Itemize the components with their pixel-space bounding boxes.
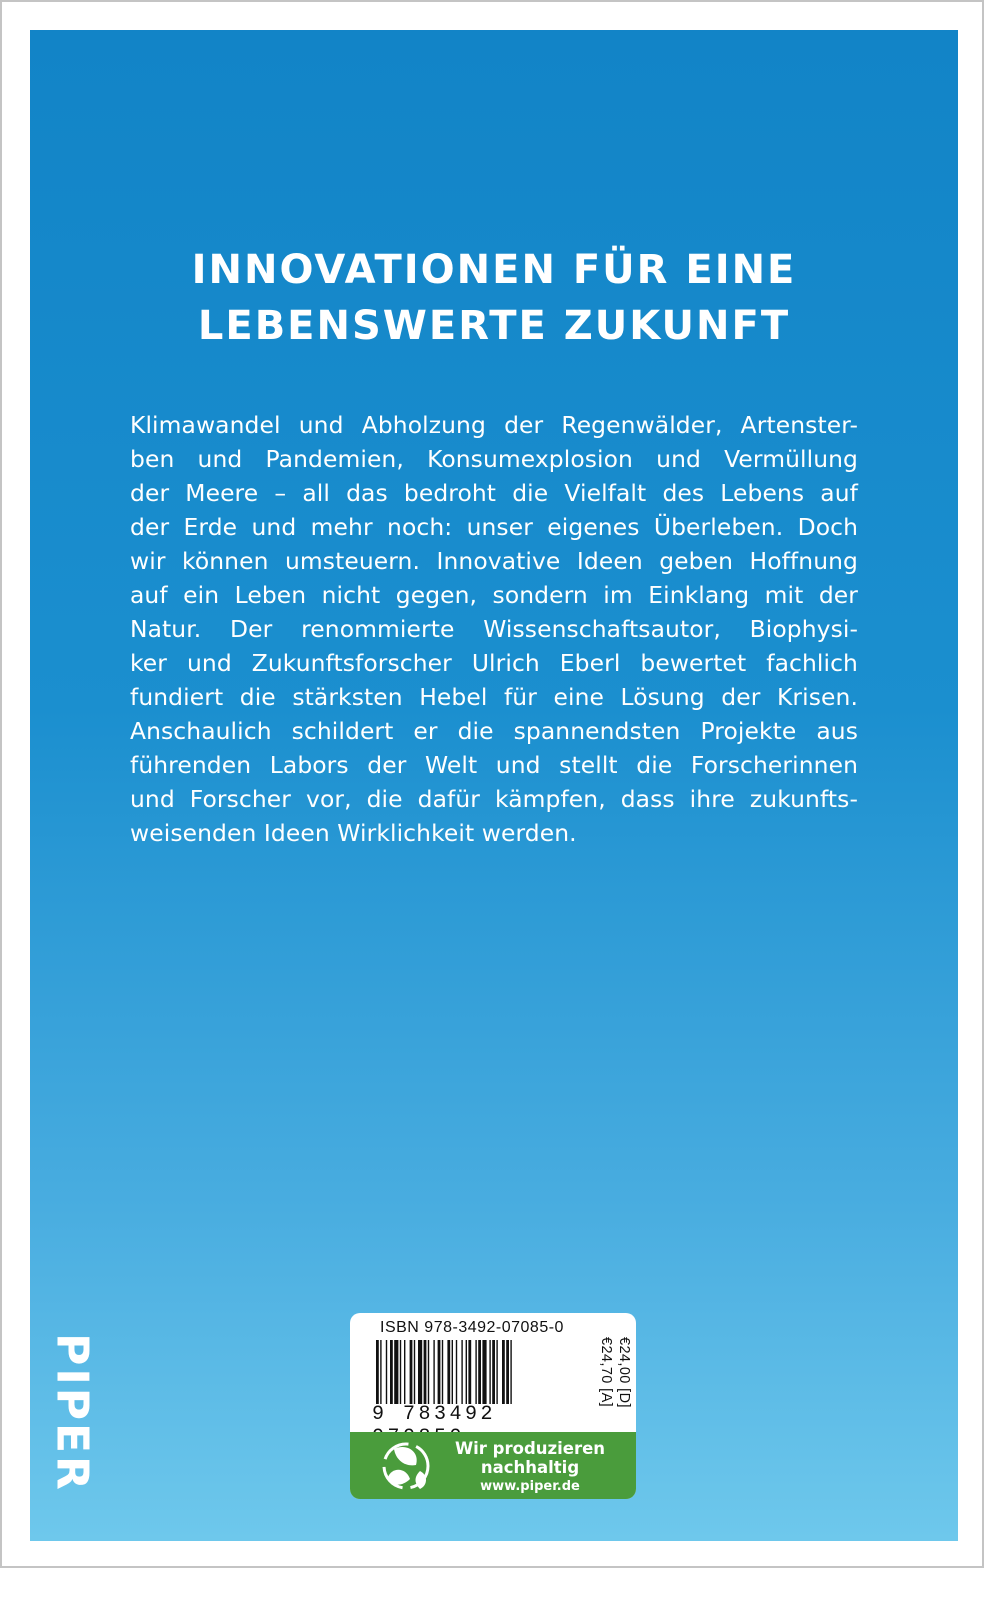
- blurb-line: und Forscher vor, die dafür kämpfen, dass ihre zukunfts-: [130, 785, 858, 813]
- blurb-line: Natur. Der renommierte Wissenschaftsautor, Biophysi-: [130, 615, 858, 643]
- cover-panel: [30, 30, 958, 1541]
- badge-line-2: nachhaltig: [480, 1458, 580, 1477]
- barcode-bar: [452, 1340, 453, 1404]
- badge-title: [446, 1439, 614, 1477]
- blurb-line: der Meere – all das bedroht die Vielfalt des Lebens auf: [130, 479, 858, 507]
- headline-line-2: LEBENSWERTE ZUKUNFT: [197, 303, 791, 349]
- barcode-bar: [394, 1340, 398, 1404]
- badge-line-1: Wir produzieren: [454, 1439, 606, 1458]
- publisher-logo: [46, 1327, 98, 1499]
- barcode-bar: [390, 1340, 393, 1404]
- barcode-bar: [376, 1340, 379, 1404]
- headline-line-1: INNOVATIONEN FÜR EINE: [191, 247, 797, 293]
- blurb-line: weisenden Ideen Wirklichkeit werden.: [130, 819, 577, 847]
- barcode-bar: [475, 1340, 476, 1404]
- sustainability-badge: [350, 1432, 636, 1499]
- barcode-bar: [438, 1340, 441, 1404]
- blurb-line: ker und Zukunftsforscher Ulrich Eberl bewertet fachlich: [130, 649, 858, 677]
- headline: [30, 242, 958, 354]
- price-germany: €24,00 [D]: [616, 1337, 632, 1408]
- blurb-line: der Erde und mehr noch: unser eigenes Überleben. Doch: [130, 513, 858, 541]
- barcode-bar: [424, 1340, 427, 1404]
- barcode-bar: [428, 1340, 429, 1404]
- barcode-bar: [456, 1340, 457, 1404]
- barcode-bar: [400, 1340, 401, 1404]
- barcode-bar: [478, 1340, 481, 1404]
- blurb-text: [130, 408, 858, 850]
- barcode-bar: [447, 1340, 450, 1404]
- barcode-bar: [496, 1340, 497, 1404]
- barcode-bar: [404, 1340, 405, 1404]
- isbn-number: ISBN 978-3492-07085-0: [380, 1319, 564, 1336]
- barcode-bar: [506, 1340, 509, 1404]
- barcode-bar: [492, 1340, 495, 1404]
- blurb-line: ben und Pandemien, Konsumexplosion und Vermüllung: [130, 445, 858, 473]
- barcode-bar: [482, 1340, 486, 1404]
- barcode-label: [350, 1313, 636, 1499]
- blurb-line: wir können umsteuern. Innovative Ideen geben Hoffnung: [130, 547, 858, 575]
- barcode-bar: [466, 1340, 467, 1404]
- blurb-line: auf ein Leben nicht gegen, sondern im Einklang mit der: [130, 581, 858, 609]
- publisher-logo-text: PIPER: [46, 1333, 98, 1493]
- barcode-bar: [510, 1340, 511, 1404]
- recycle-leaves-icon: [376, 1437, 436, 1495]
- price-block: [594, 1337, 634, 1429]
- barcode-bar: [489, 1340, 490, 1404]
- barcode-bar: [410, 1340, 413, 1404]
- barcode-bar: [433, 1340, 434, 1404]
- barcode-bar: [380, 1340, 381, 1404]
- barcode-bar: [386, 1340, 387, 1404]
- barcode-bar: [418, 1340, 422, 1404]
- barcode-bar: [442, 1340, 443, 1404]
- barcode-bar: [461, 1340, 462, 1404]
- barcode-bar: [502, 1340, 505, 1404]
- barcode-digits: 9 783492: [372, 1403, 497, 1426]
- barcode-bar: [414, 1340, 415, 1404]
- blurb-line: fundiert die stärksten Hebel für eine Lösung der Krisen.: [130, 683, 858, 711]
- price-austria: €24,70 [A]: [598, 1337, 614, 1408]
- blurb-line: Klimawandel und Abholzung der Regenwälder, Artenster-: [130, 411, 858, 439]
- barcode-bars: [376, 1340, 586, 1404]
- publisher-url: www.piper.de: [480, 1479, 580, 1494]
- barcode-bar: [468, 1340, 471, 1404]
- blurb-line: Anschaulich schildert er die spannendsten Projekte aus: [130, 717, 858, 745]
- blurb-line: führenden Labors der Welt und stellt die Forscherinnen: [130, 751, 858, 779]
